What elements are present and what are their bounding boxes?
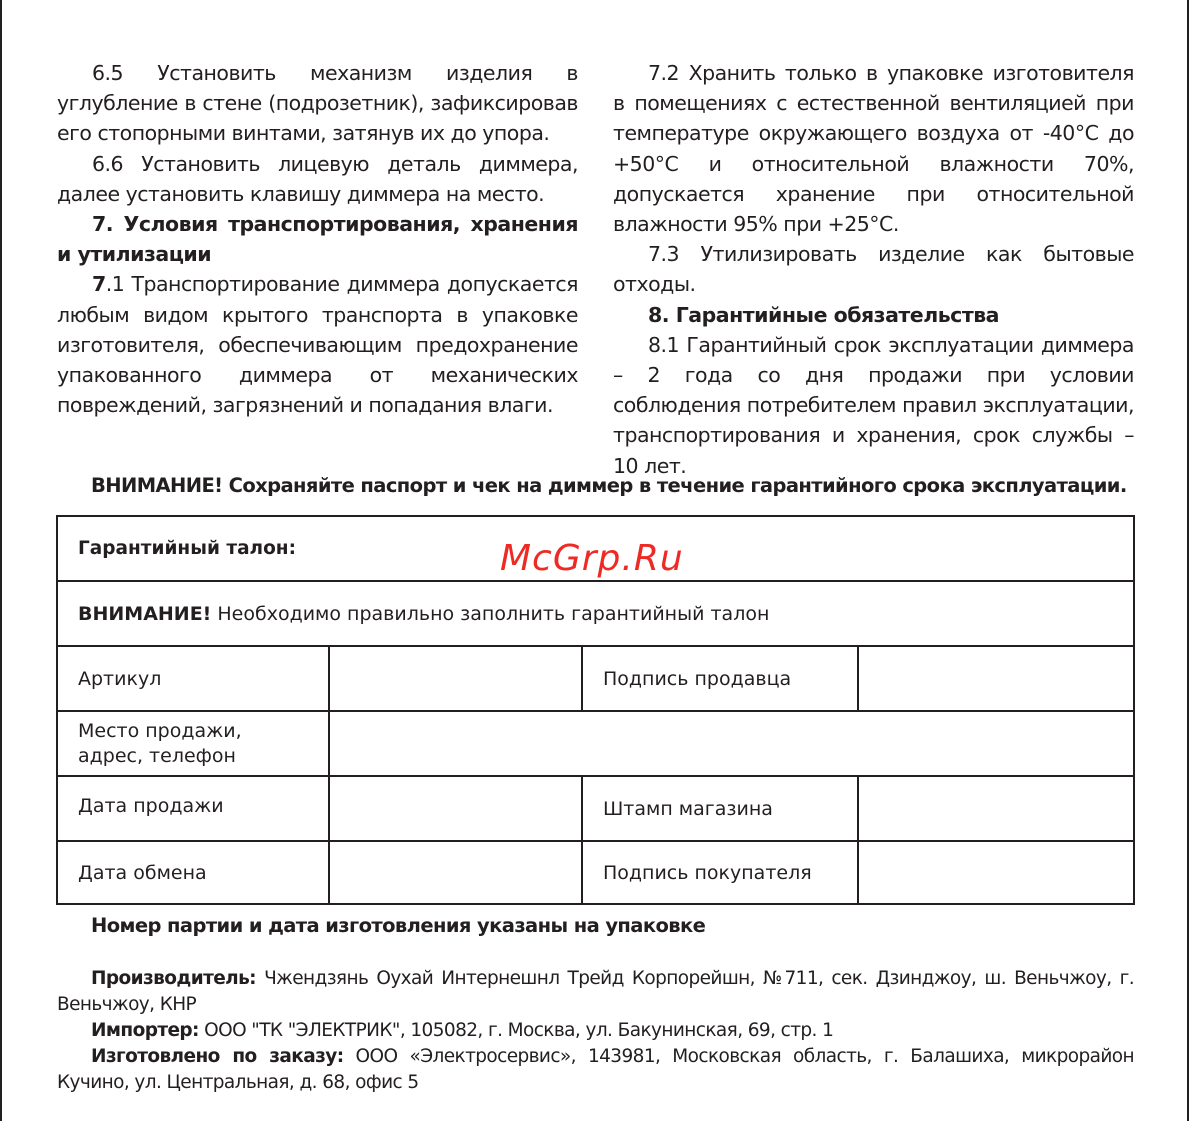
page-border-left: [0, 0, 2, 1121]
ordered-by-label: Изготовлено по заказу:: [91, 1046, 344, 1067]
section-8-1: 8.1 Гарантийный срок эксплуатации диммера – 2 года со дня продажи при условии соблюдения потребителем правил эксплуатации, транспортирования и хранения, срок службы – 10 лет.: [613, 332, 1134, 478]
buyer-signature-field[interactable]: [858, 841, 1134, 904]
buyer-signature-label: Подпись покупателя: [582, 841, 858, 904]
place-of-sale-line1: Место продажи,: [78, 719, 242, 742]
warranty-warning: [57, 581, 1134, 646]
place-of-sale-line2: адрес, телефон: [78, 744, 236, 767]
sale-date-label: Дата продажи: [57, 776, 329, 841]
manufacturer-line: [57, 966, 1134, 1018]
watermark: McGrp.Ru: [500, 538, 684, 579]
warranty-card-title: Гарантийный талон:: [57, 516, 1134, 581]
warranty-warning-text: Необходимо правильно заполнить гарантийный талон: [211, 602, 770, 625]
section-6-6: 6.6 Установить лицевую деталь диммера, далее установить клавишу диммера на место.: [57, 151, 578, 206]
section-7-1-number: 7: [92, 272, 106, 297]
article-label: Артикул: [57, 646, 329, 711]
exchange-date-field[interactable]: [329, 841, 582, 904]
section-7-heading: 7. Условия транспортирования, хранения и утилизации: [57, 212, 578, 267]
importer-line: [57, 1018, 1134, 1044]
shop-stamp-field[interactable]: [858, 776, 1134, 841]
importer-text: ООО "ТК "ЭЛЕКТРИК", 105082, г. Москва, ул. Бакунинская, 69, стр. 1: [198, 1020, 834, 1041]
left-column: [57, 58, 578, 420]
attention-notice: ВНИМАНИЕ! Сохраняйте паспорт и чек на диммер в течение гарантийного срока эксплуатации.: [91, 474, 1127, 497]
section-7-1: [57, 269, 578, 420]
manufacturer-info: [57, 966, 1134, 1096]
importer-label: Импортер:: [91, 1020, 199, 1041]
ordered-by-text: ООО «Электросервис», 143981, Московская область, г. Балашиха, микрорайон Кучино, ул. Центральная, д. 68, офис 5: [57, 1046, 1134, 1093]
batch-info: Номер партии и дата изготовления указаны на упаковке: [91, 914, 706, 937]
ordered-by-line: [57, 1044, 1134, 1096]
seller-signature-field[interactable]: [858, 646, 1134, 711]
section-7-2: 7.2 Хранить только в упаковке изготовителя в помещениях с естественной вентиляцией при температуре окружающего воздуха от -40°С до +50°С и относительной влажности 70%, допускается хранение при относительной влажности 95% при +25°С.: [613, 61, 1134, 237]
sale-date-field[interactable]: [329, 776, 582, 841]
shop-stamp-label: Штамп магазина: [582, 776, 858, 841]
section-8-heading: 8. Гарантийные обязательства: [648, 302, 1000, 327]
exchange-date-label: Дата обмена: [57, 841, 329, 904]
right-column: [613, 58, 1134, 481]
manufacturer-text: Чжендзянь Оухай Интернешнл Трейд Корпорейшн, №711, сек. Дзинджоу, ш. Веньчжоу, г. Веньчжоу, КНР: [57, 968, 1134, 1015]
place-of-sale-field[interactable]: [329, 711, 1134, 776]
section-7-1-text: .1 Транспортирование диммера допускается любым видом крытого транспорта в упаковке изготовителя, обеспечивающим предохранение упакованного диммера от механических повреждений, загрязнений и попадания влаги.: [57, 272, 578, 418]
article-field[interactable]: [329, 646, 582, 711]
section-7-3: 7.3 Утилизировать изделие как бытовые отходы.: [613, 242, 1134, 297]
manufacturer-label: Производитель:: [91, 968, 256, 989]
section-6-5: 6.5 Установить механизм изделия в углубление в стене (подрозетник), зафиксировав его стопорными винтами, затянув их до упора.: [57, 61, 578, 146]
place-of-sale-label: [57, 711, 329, 776]
seller-signature-label: Подпись продавца: [582, 646, 858, 711]
warranty-warning-bold: ВНИМАНИЕ!: [78, 602, 212, 625]
